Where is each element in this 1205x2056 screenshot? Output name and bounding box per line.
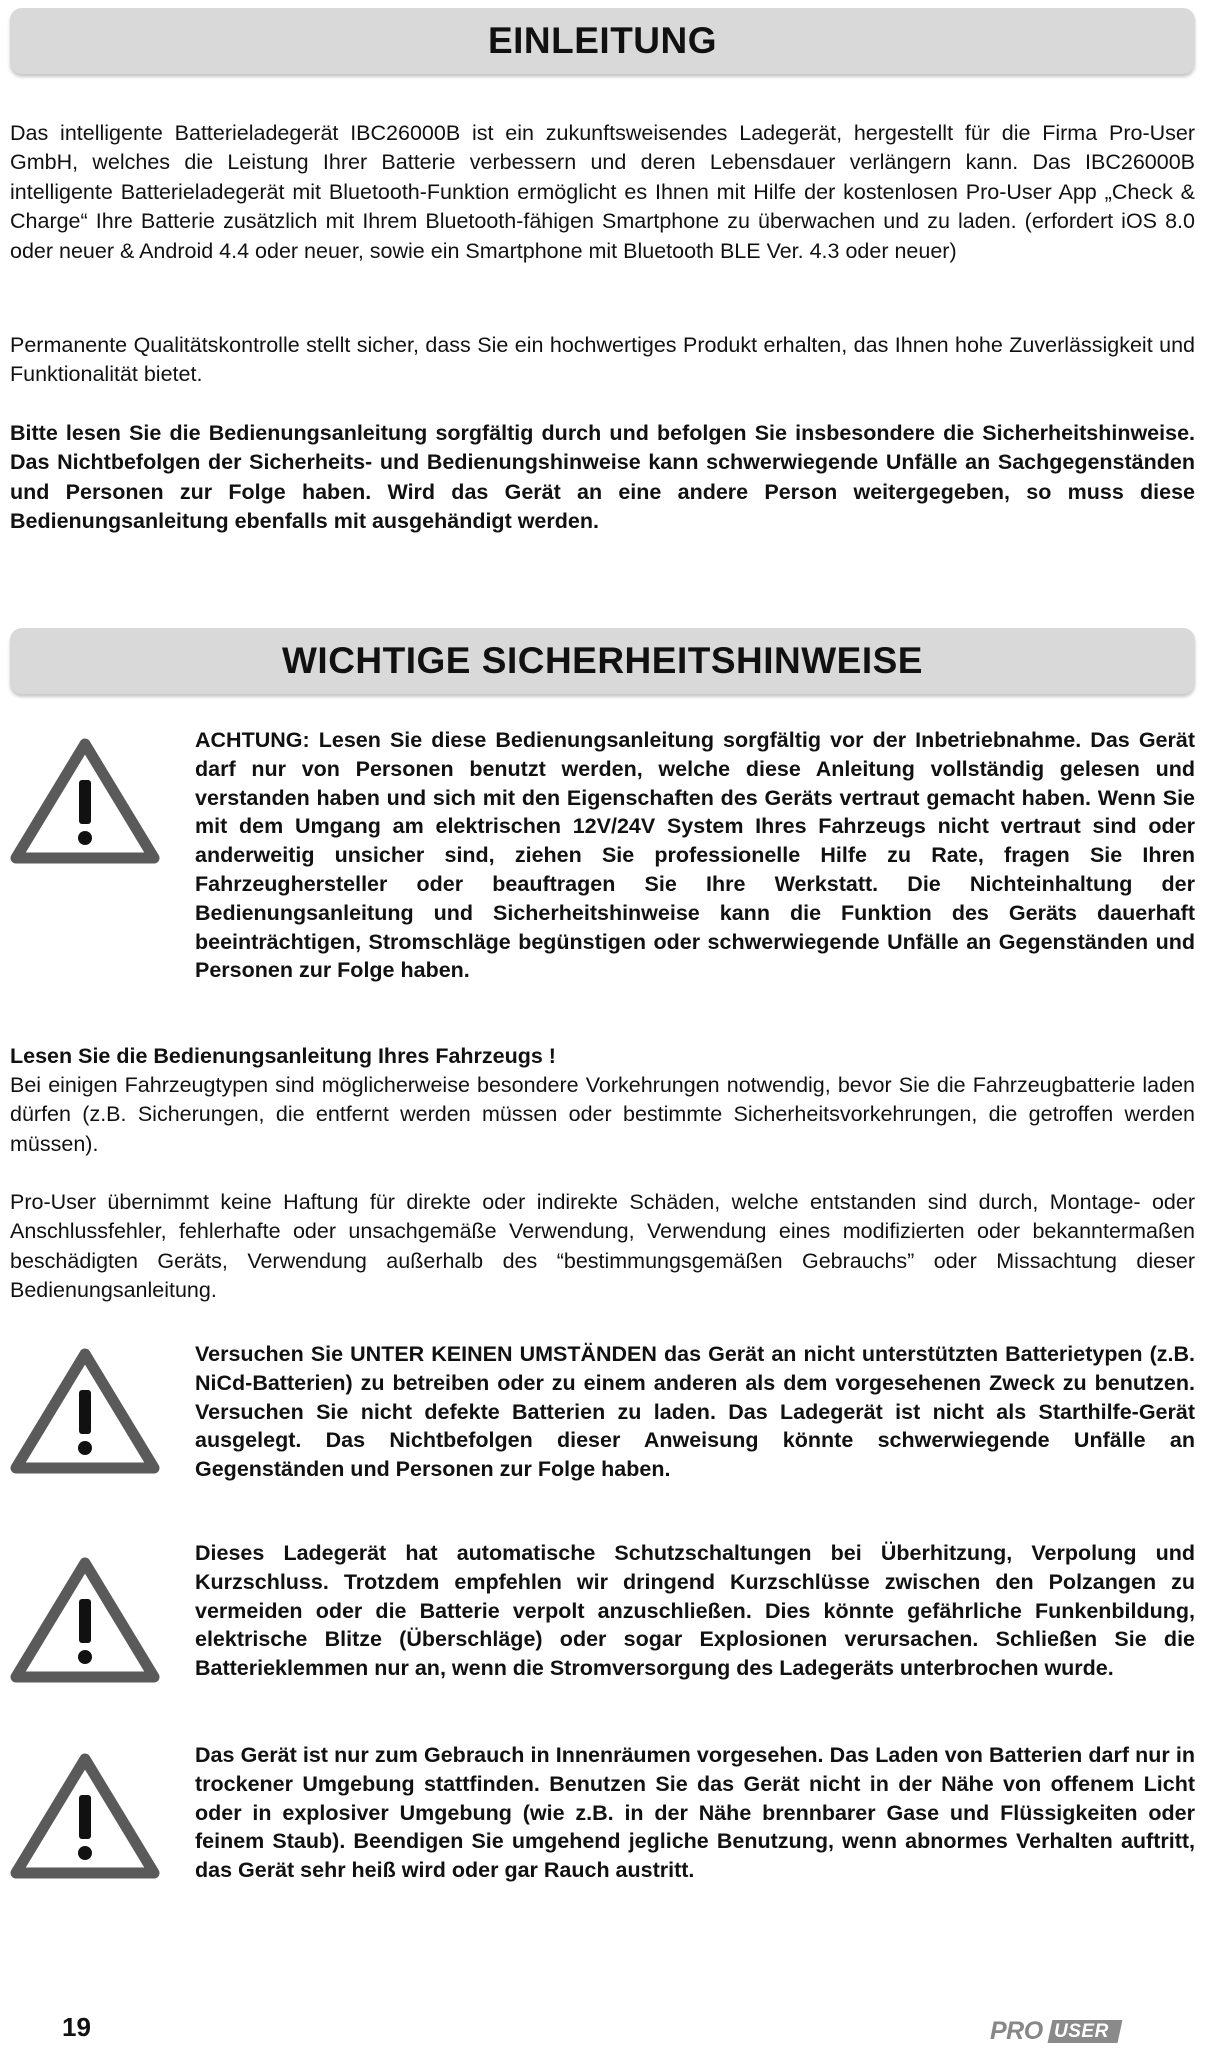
logo-pro-text: PRO — [990, 2017, 1043, 2045]
vehicle-manual-text: Bei einigen Fahrzeugtypen sind möglicherweise besondere Vorkehrungen notwendig, bevor Sie die Fahrzeugbatterie laden dürfen (z.B. Sicherungen, die entfernt werden müssen oder bestimmte Sicherheitsvorkehrungen, die getroffen werden müssen). — [10, 1073, 1195, 1156]
warning-text-2: Versuchen Sie UNTER KEINEN UMSTÄNDEN das Gerät an nicht unterstützten Batterietypen (z.B. NiCd-Batterien) zu betreiben oder zu einem anderen als dem vorgesehenen Zweck zu benutzen. Versuchen Sie nicht defekte Batterien zu laden. Das Ladegerät ist nicht als Starthilfe-Gerät ausgelegt. Das Nichtbefolgen dieser Anweisung könnte schwerwiegende Unfälle an Gegenständen und Personen zur Folge haben. — [195, 1342, 1195, 1482]
intro-paragraph-1: Das intelligente Batterieladegerät IBC26000B ist ein zukunftsweisendes Ladegerät, hergestellt für die Firma Pro-User GmbH, welches die Leistung Ihrer Batterie verbessern und deren Lebensdauer verlängern kann. Das IBC26000B intelligente Batterieladegerät mit Bluetooth-Funktion ermöglicht es Ihnen mit Hilfe der kostenlosen Pro-User App „Check & Charge“ Ihre Batterie zusätzlich mit Ihrem Bluetooth-fähigen Smartphone zu überwachen und zu laden. (erfordert iOS 8.0 oder neuer & Android 4.4 oder neuer, sowie ein Smartphone mit Bluetooth BLE Ver. 4.3 oder neuer) — [10, 121, 1195, 263]
liability-paragraph: Pro-User übernimmt keine Haftung für direkte oder indirekte Schäden, welche entstanden sind durch, Montage- oder Anschlussfehler, fehlerhafte oder unsachgemäße Verwendung, Verwendung eines modifizierten oder bekanntermaßen beschädigten Geräts, Verwendung außerhalb des “bestimmungsgemäßen Gebrauchs” oder Missachtung dieser Bedienungsanleitung. — [10, 1190, 1195, 1303]
warning-triangle-icon — [10, 1751, 160, 1879]
pro-user-logo — [990, 2017, 1125, 2045]
logo-user-text: USER — [1054, 2021, 1109, 2042]
vehicle-manual-heading: Lesen Sie die Bedienungsanleitung Ihres Fahrzeugs ! — [10, 1044, 556, 1068]
intro-paragraph-2: Permanente Qualitätskontrolle stellt sicher, dass Sie ein hochwertiges Produkt erhalten, das Ihnen hohe Zuverlässigkeit und Funktionalität bietet. — [10, 333, 1195, 387]
warning-triangle-icon — [10, 1555, 160, 1683]
warning-text-1: ACHTUNG: Lesen Sie diese Bedienungsanleitung sorgfältig vor der Inbetriebnahme. Das Gerät darf nur von Personen benutzt werden, welche diese Anleitung vollständig gelesen und verstanden haben und sich mit den Eigenschaften des Geräts vertraut gemacht haben. Wenn Sie mit dem Umgang am elektrischen 12V/24V System Ihres Fahrzeugs nicht vertraut sind oder anderweitig unsicher sind, ziehen Sie professionelle Hilfe zu Rate, fragen Sie Ihren Fahrzeughersteller oder beauftragen Sie Ihre Werkstatt. Die Nichteinhaltung der Bedienungsanleitung und Sicherheitshinweise kann die Funktion des Geräts dauerhaft beeinträchtigen, Stromschläge begünstigen oder schwerwiegende Unfälle an Gegenständen und Personen zur Folge haben. — [195, 728, 1195, 983]
warning-text-4: Das Gerät ist nur zum Gebrauch in Innenräumen vorgesehen. Das Laden von Batterien darf nur in trockener Umgebung stattfinden. Benutzen Sie das Gerät nicht in der Nähe von offenem Licht oder in explosiver Umgebung (wie z.B. in der Nähe brennbarer Gase und Flüssigkeiten oder feinem Staub). Beendigen Sie umgehend jegliche Benutzung, wenn abnormes Verhalten auftritt, das Gerät sehr heiß wird oder gar Rauch austritt. — [195, 1743, 1195, 1883]
warning-text-3: Dieses Ladegerät hat automatische Schutzschaltungen bei Überhitzung, Verpolung und Kurzschluss. Trotzdem empfehlen wir dringend Kurzschlüsse zwischen den Polzangen zu vermeiden oder die Batterie verpolt anzuschließen. Dies könnte gefährliche Funkenbildung, elektrische Blitze (Überschläge) oder sogar Explosionen verursachen. Schließen Sie die Batterieklemmen nur an, wenn die Stromversorgung des Ladegeräts unterbrochen wurde. — [195, 1541, 1195, 1681]
intro-paragraph-3: Bitte lesen Sie die Bedienungsanleitung sorgfältig durch und befolgen Sie insbesondere die Sicherheitshinweise. Das Nichtbefolgen der Sicherheits- und Bedienungshinweise kann schwerwiegende Unfälle an Sachgegenständen und Personen zur Folge haben. Wird das Gerät an eine andere Person weitergegeben, so muss diese Bedienungsanleitung ebenfalls mit ausgehändigt werden. — [10, 421, 1195, 534]
section-header-einleitung: EINLEITUNG — [10, 8, 1195, 74]
warning-triangle-icon — [10, 736, 160, 864]
page-number: 19 — [62, 2012, 91, 2042]
section-header-sicherheitshinweise: WICHTIGE SICHERHEITSHINWEISE — [10, 628, 1195, 694]
warning-triangle-icon — [10, 1346, 160, 1474]
